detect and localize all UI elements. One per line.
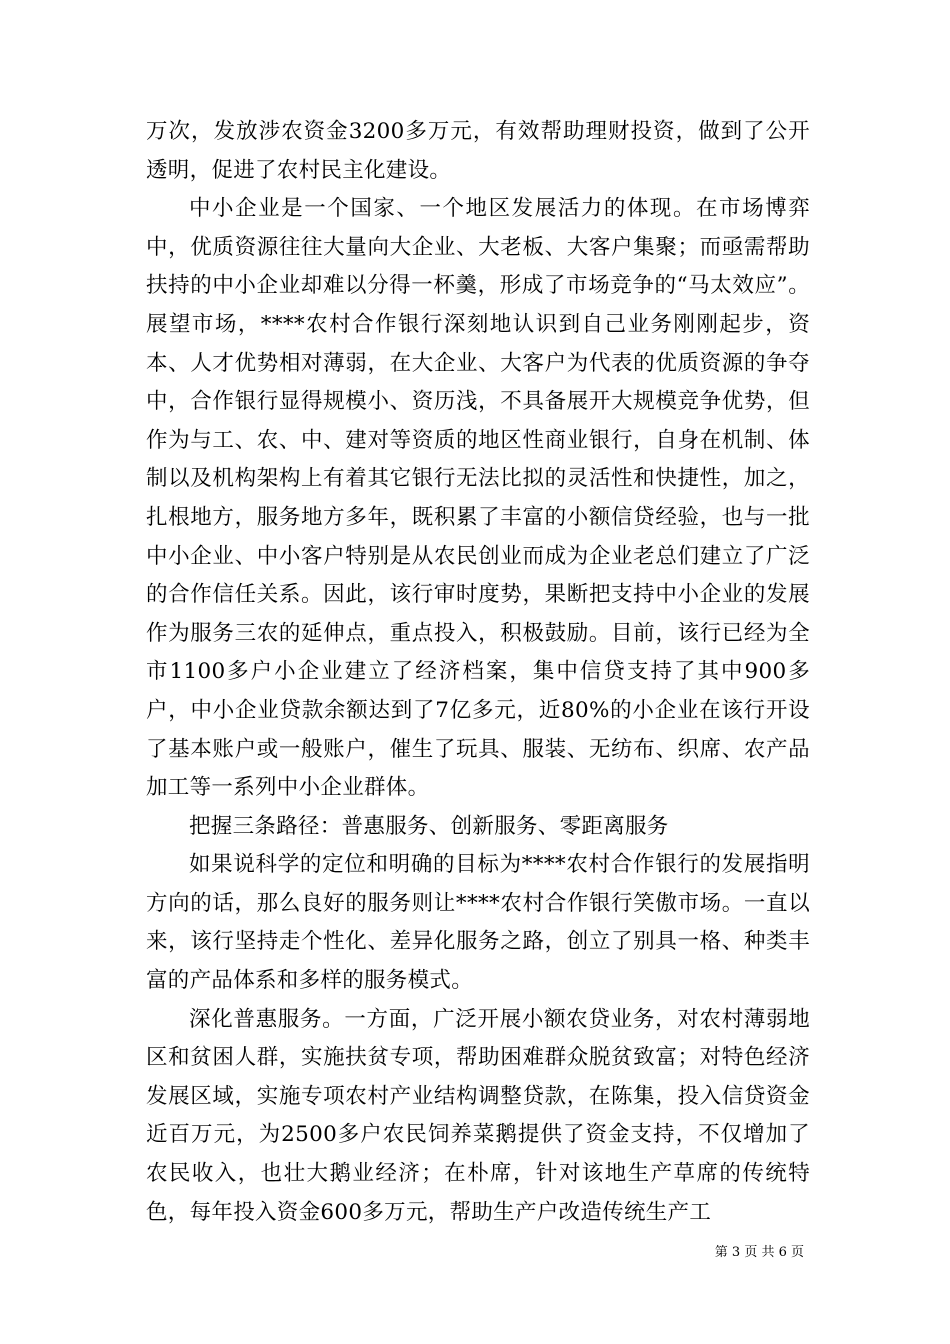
section-heading: 把握三条路径：普惠服务、创新服务、零距离服务 <box>189 813 669 839</box>
paragraph-3: 如果说科学的定位和明确的目标为****农村合作银行的发展指明方向的话，那么良好的服务则让****农村合作银行笑傲市场。一直以来，该行坚持走个性化、差异化服务之路，创立了别具一格、种类丰富的产品体系和多样的服务模式。 <box>146 852 810 994</box>
paragraph-4: 深化普惠服务。一方面，广泛开展小额农贷业务，对农村薄弱地区和贫困人群，实施扶贫专项，帮助困难群众脱贫致富；对特色经济发展区域，实施专项农村产业结构调整贷款，在陈集，投入信贷资金近百万元，为2500多户农民饲养菜鹅提供了资金支持，不仅增加了农民收入，也壮大鹅业经济；在朴席，针对该地生产草席的传统特色，每年投入资金600多万元，帮助生产户改造传统生产工 <box>146 1006 810 1225</box>
paragraph-1: 万次，发放涉农资金3200多万元，有效帮助理财投资，做到了公开透明，促进了农村民主化建设。 <box>146 119 810 183</box>
document-body <box>146 113 810 1232</box>
page-number-footer: 第 3 页 共 6 页 <box>714 1245 804 1260</box>
paragraph-2: 中小企业是一个国家、一个地区发展活力的体现。在市场博弈中，优质资源往往大量向大企业、大老板、大客户集聚；而亟需帮助扶持的中小企业却难以分得一杯羹，形成了市场竞争的“马太效应”。展望市场，****农村合作银行深刻地认识到自己业务刚刚起步，资本、人才优势相对薄弱，在大企业、大客户为代表的优质资源的争夺中，合作银行显得规模小、资历浅，不具备展开大规模竞争优势，但作为与工、农、中、建对等资质的地区性商业银行，自身在机制、体制以及机构架构上有着其它银行无法比拟的灵活性和快捷性，加之，扎根地方，服务地方多年，既积累了丰富的小额信贷经验，也与一批中小企业、中小客户特别是从农民创业而成为企业老总们建立了广泛的合作信任关系。因此，该行审时度势，果断把支持中小企业的发展作为服务三农的延伸点，重点投入，积极鼓励。目前，该行已经为全市1100多户小企业建立了经济档案，集中信贷支持了其中900多户，中小企业贷款余额达到了7亿多元，近80%的小企业在该行开设了基本账户或一般账户，催生了玩具、服装、无纺布、织席、农产品加工等一系列中小企业群体。 <box>146 196 810 801</box>
